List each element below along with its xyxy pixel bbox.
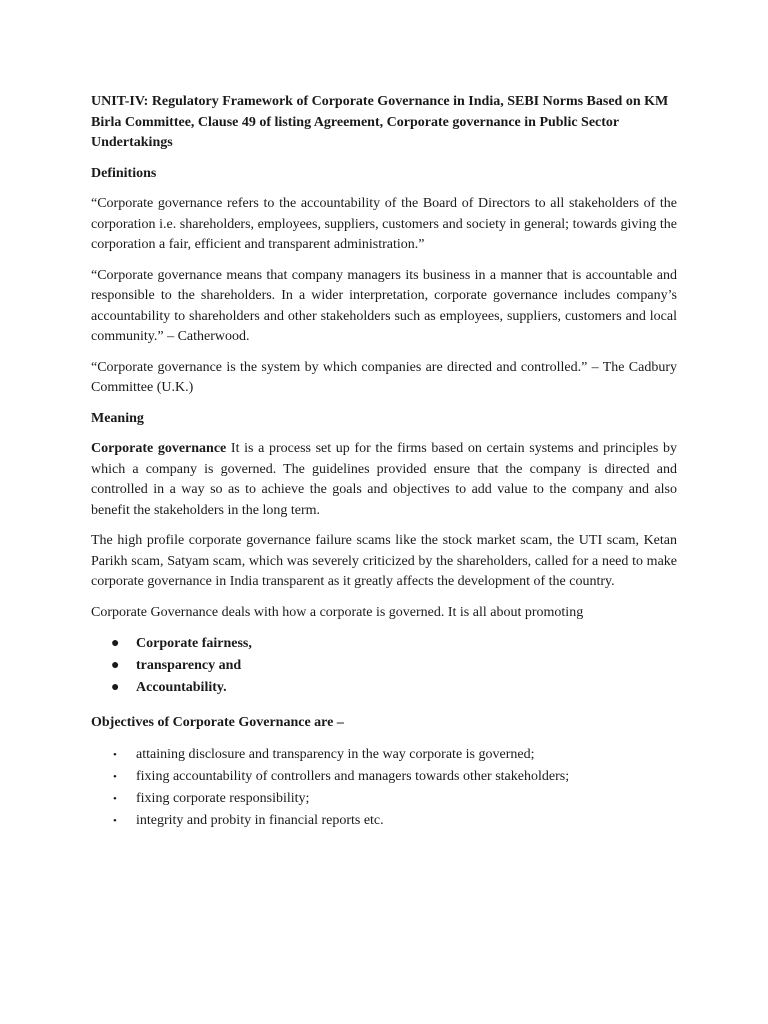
meaning-lead-term: Corporate governance	[91, 441, 227, 456]
definition-paragraph-3: “Corporate governance is the system by which companies are directed and controlled.” – The Cadbury Committee (U.K.)	[91, 359, 677, 395]
list-item-text: Accountability.	[136, 680, 227, 695]
list-item	[91, 677, 677, 699]
list-item-text: fixing accountability of controllers and managers towards other stakeholders;	[136, 768, 570, 784]
bullet-icon: ●	[111, 636, 120, 651]
definitions-heading: Definitions	[91, 165, 157, 181]
list-item	[91, 744, 677, 766]
bullet-icon: ●	[111, 680, 120, 695]
list-item	[91, 766, 677, 788]
meaning-paragraph	[91, 439, 677, 521]
bullet-icon: •	[113, 814, 117, 827]
definition-paragraph-2: “Corporate governance means that company managers its business in a manner that is accountable and responsible to the shareholders. In a wider interpretation, corporate governance includes company’s accountability to shareholders and other stakeholders such as employees, suppliers, customers and local community.” – Catherwood.	[91, 267, 677, 344]
list-item-text: attaining disclosure and transparency in the way corporate is governed;	[136, 746, 535, 762]
list-item-text: integrity and probity in financial reports etc.	[136, 812, 384, 828]
list-item	[91, 788, 677, 810]
list-item-text: Corporate fairness,	[136, 636, 252, 651]
list-item	[91, 810, 677, 832]
list-item-text: transparency and	[136, 658, 242, 673]
list-item	[91, 633, 677, 655]
bullet-icon: ●	[111, 658, 120, 673]
objectives-list	[91, 744, 677, 832]
bullet-icon: •	[113, 748, 117, 761]
list-item	[91, 655, 677, 677]
meaning-heading: Meaning	[91, 410, 144, 426]
document-content	[91, 92, 677, 832]
document-title: UNIT-IV: Regulatory Framework of Corporate Governance in India, SEBI Norms Based on KM Birla Committee, Clause 49 of listing Agreement, Corporate governance in Public Sector Undertakings	[91, 94, 669, 150]
promoting-intro: Corporate Governance deals with how a corporate is governed. It is all about promoting	[91, 604, 584, 620]
bullet-icon: •	[113, 792, 117, 805]
definition-paragraph-1: “Corporate governance refers to the accountability of the Board of Directors to all stakeholders of the corporation i.e. shareholders, employees, suppliers, customers and society in general; towards giving the corporation a fair, efficient and transparent administration.”	[91, 196, 677, 252]
list-item-text: fixing corporate responsibility;	[136, 790, 310, 806]
objectives-heading: Objectives of Corporate Governance are –	[91, 715, 344, 730]
scams-paragraph: The high profile corporate governance failure scams like the stock market scam, the UTI scam, Ketan Parikh scam, Satyam scam, which was severely criticized by the shareholders, called for a need to make corporate governance in India transparent as it greatly affects the development of the country.	[91, 533, 677, 589]
meaning-text: It is a process set up for the firms based on certain systems and principles by which a company is governed. The guidelines provided ensure that the company is directed and controlled in a way so as to achieve the goals and objectives to add value to the company and also benefit the stakeholders in the long term.	[91, 441, 677, 518]
bullet-icon: •	[113, 770, 117, 783]
promoting-list	[91, 633, 677, 699]
